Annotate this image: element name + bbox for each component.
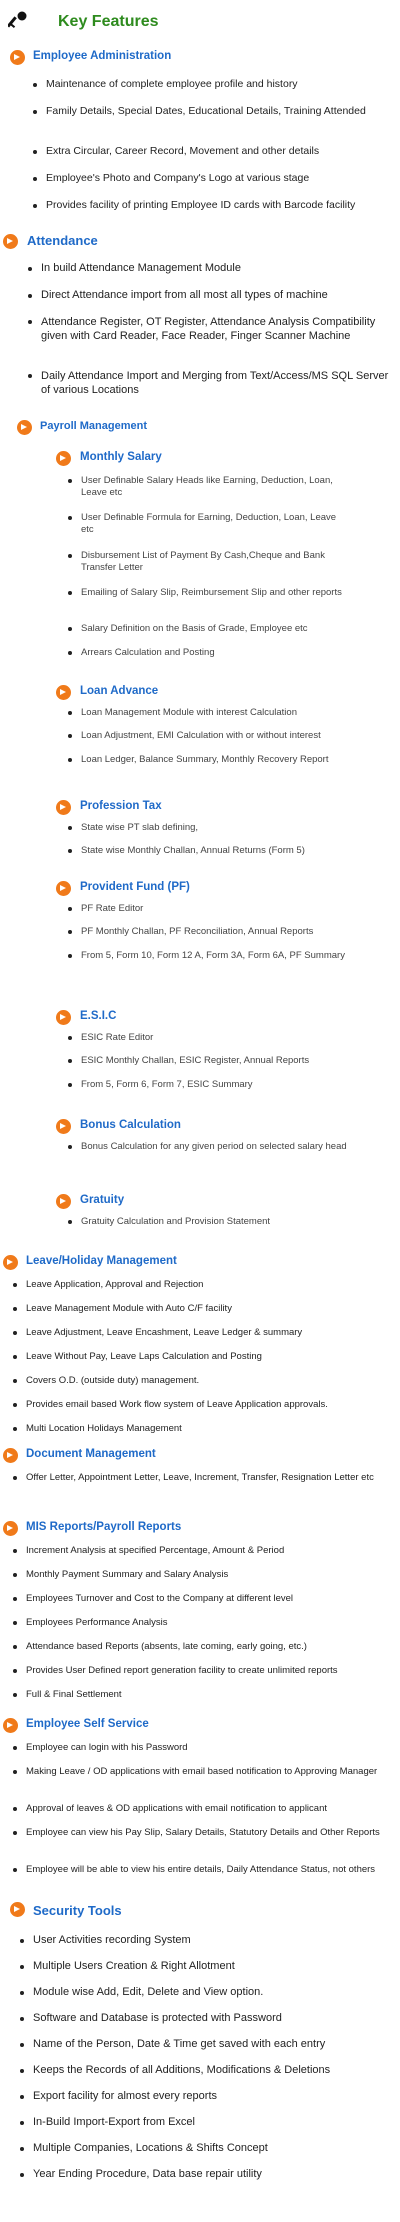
list-item: PF Monthly Challan, PF Reconciliation, Annual Reports: [81, 926, 381, 938]
subsection-profession-tax: [0, 798, 400, 856]
section-title: Employee Administration: [33, 50, 172, 62]
list-item: Multiple Users Creation & Right Allotment: [33, 1960, 396, 1973]
section-employee-self-service: [0, 1716, 400, 1875]
list-item: Keeps the Records of all Additions, Modifications & Deletions: [33, 2064, 396, 2077]
list-item: ESIC Monthly Challan, ESIC Register, Annual Reports: [81, 1055, 381, 1067]
arrow-bullet-icon: [56, 1119, 71, 1134]
section-mis-reports: [0, 1519, 400, 1700]
list-item: Salary Definition on the Basis of Grade, Employee etc: [81, 623, 381, 635]
list-item: Monthly Payment Summary and Salary Analysis: [26, 1569, 396, 1581]
list-item: Offer Letter, Appointment Letter, Leave, Increment, Transfer, Resignation Letter etc: [26, 1472, 396, 1484]
subsection-monthly-salary: [0, 449, 400, 658]
title-row: [0, 0, 400, 46]
section-attendance: [0, 232, 400, 396]
list-item: In build Attendance Management Module: [41, 262, 396, 275]
list-item: Leave Application, Approval and Rejection: [26, 1279, 396, 1291]
section-title: Gratuity: [80, 1194, 125, 1206]
section-title: Document Management: [26, 1448, 156, 1460]
list-item: Employee will be able to view his entire details, Daily Attendance Status, not others: [26, 1864, 396, 1876]
arrow-bullet-icon: [17, 420, 32, 435]
list-item: Leave Management Module with Auto C/F facility: [26, 1303, 396, 1315]
arrow-bullet-icon: [3, 234, 18, 249]
list-item: Employee can login with his Password: [26, 1742, 396, 1754]
list-item: Daily Attendance Import and Merging from Text/Access/MS SQL Server of various Locations: [41, 369, 396, 397]
subsection-provident-fund: [0, 879, 400, 961]
section-title: Payroll Management: [40, 420, 147, 432]
section-title: Security Tools: [33, 1903, 122, 1918]
arrow-bullet-icon: [56, 451, 71, 466]
list-item: Provides email based Work flow system of Leave Application approvals.: [26, 1399, 396, 1411]
list-item: Disbursement List of Payment By Cash,Cheque and Bank Transfer Letter: [81, 550, 361, 574]
list-item: Employee can view his Pay Slip, Salary Details, Statutory Details and Other Reports: [26, 1827, 396, 1839]
list-item: From 5, Form 6, Form 7, ESIC Summary: [81, 1079, 381, 1091]
list-item: Extra Circular, Career Record, Movement and other details: [46, 145, 396, 158]
list-item: State wise PT slab defining,: [81, 822, 381, 834]
section-title: Employee Self Service: [26, 1718, 149, 1730]
list-item: Covers O.D. (outside duty) management.: [26, 1375, 396, 1387]
list-item: Name of the Person, Date & Time get saved with each entry: [33, 2038, 396, 2051]
arrow-bullet-icon: [10, 1902, 25, 1917]
list-item: From 5, Form 10, Form 12 A, Form 3A, Form 6A, PF Summary: [81, 950, 351, 962]
section-title: Profession Tax: [80, 800, 162, 812]
list-item: Bonus Calculation for any given period on selected salary head: [81, 1141, 371, 1153]
list-item: Arrears Calculation and Posting: [81, 647, 381, 659]
section-security-tools: [0, 1900, 400, 2180]
list-item: Attendance Register, OT Register, Attendance Analysis Compatibility given with Card Reader, Face Reader, Finger Scanner Machine: [41, 315, 386, 343]
section-payroll-management: [0, 418, 400, 440]
list-item: User Definable Salary Heads like Earning, Deduction, Loan, Leave etc: [81, 475, 341, 499]
section-title: E.S.I.C: [80, 1010, 117, 1022]
section-title: Leave/Holiday Management: [26, 1255, 177, 1267]
arrow-bullet-icon: [3, 1521, 18, 1536]
section-title: Monthly Salary: [80, 451, 162, 463]
list-item: Loan Ledger, Balance Summary, Monthly Recovery Report: [81, 754, 341, 766]
arrow-bullet-icon: [56, 881, 71, 896]
list-item: Full & Final Settlement: [26, 1689, 396, 1701]
arrow-bullet-icon: [3, 1718, 18, 1733]
list-item: Family Details, Special Dates, Educational Details, Training Attended: [46, 105, 366, 117]
arrow-bullet-icon: [3, 1448, 18, 1463]
section-title: MIS Reports/Payroll Reports: [26, 1521, 182, 1533]
list-item: Loan Adjustment, EMI Calculation with or without interest: [81, 730, 381, 742]
section-title: Attendance: [27, 233, 98, 248]
list-item: Gratuity Calculation and Provision Statement: [81, 1216, 381, 1228]
list-item: ESIC Rate Editor: [81, 1032, 381, 1044]
arrow-bullet-icon: [56, 685, 71, 700]
list-item: In-Build Import-Export from Excel: [33, 2116, 396, 2129]
list-item: User Definable Formula for Earning, Deduction, Loan, Leave etc: [81, 512, 341, 536]
subsection-bonus: [0, 1117, 400, 1152]
list-item: Multiple Companies, Locations & Shifts Concept: [33, 2142, 396, 2155]
page-title: Key Features: [58, 13, 159, 30]
list-item: Provides facility of printing Employee ID cards with Barcode facility: [46, 199, 396, 212]
list-item: Making Leave / OD applications with email based notification to Approving Manager: [26, 1766, 396, 1778]
list-item: Emailing of Salary Slip, Reimbursement Slip and other reports: [81, 587, 351, 599]
list-item: Employee's Photo and Company's Logo at various stage: [46, 172, 396, 185]
section-title: Loan Advance: [80, 685, 159, 697]
list-item: Leave Adjustment, Leave Encashment, Leave Ledger & summary: [26, 1327, 396, 1339]
list-item: Leave Without Pay, Leave Laps Calculation and Posting: [26, 1351, 396, 1363]
list-item: State wise Monthly Challan, Annual Returns (Form 5): [81, 845, 381, 857]
list-item: Export facility for almost every reports: [33, 2090, 396, 2103]
arrow-bullet-icon: [3, 1255, 18, 1270]
list-item: Approval of leaves & OD applications with email notification to applicant: [26, 1803, 396, 1815]
list-item: User Activities recording System: [33, 1934, 396, 1947]
section-title: Bonus Calculation: [80, 1119, 181, 1131]
arrow-bullet-icon: [56, 1010, 71, 1025]
list-item: Employees Turnover and Cost to the Company at different level: [26, 1593, 396, 1605]
arrow-bullet-icon: [56, 1194, 71, 1209]
list-item: Attendance based Reports (absents, late coming, early going, etc.): [26, 1641, 396, 1653]
section-leave-holiday-management: [0, 1253, 400, 1434]
arrow-bullet-icon: [10, 50, 25, 65]
list-item: Year Ending Procedure, Data base repair utility: [33, 2168, 396, 2181]
subsection-loan-advance: [0, 683, 400, 765]
list-item: Module wise Add, Edit, Delete and View option.: [33, 1986, 396, 1999]
list-item: Software and Database is protected with Password: [33, 2012, 396, 2025]
list-item: Increment Analysis at specified Percentage, Amount & Period: [26, 1545, 396, 1557]
list-item: Provides User Defined report generation facility to create unlimited reports: [26, 1665, 396, 1677]
subsection-gratuity: [0, 1192, 400, 1227]
section-title: Provident Fund (PF): [80, 881, 190, 893]
arrow-bullet-icon: [56, 800, 71, 815]
list-item: PF Rate Editor: [81, 903, 381, 915]
list-item: Multi Location Holidays Management: [26, 1423, 396, 1435]
key-icon: [8, 10, 28, 32]
section-document-management: [0, 1446, 400, 1483]
list-item: Employees Performance Analysis: [26, 1617, 396, 1629]
list-item: Loan Management Module with interest Calculation: [81, 707, 381, 719]
section-employee-administration: [0, 48, 400, 211]
list-item: Maintenance of complete employee profile and history: [46, 78, 396, 91]
list-item: Direct Attendance import from all most all types of machine: [41, 289, 396, 302]
subsection-esic: [0, 1008, 400, 1090]
